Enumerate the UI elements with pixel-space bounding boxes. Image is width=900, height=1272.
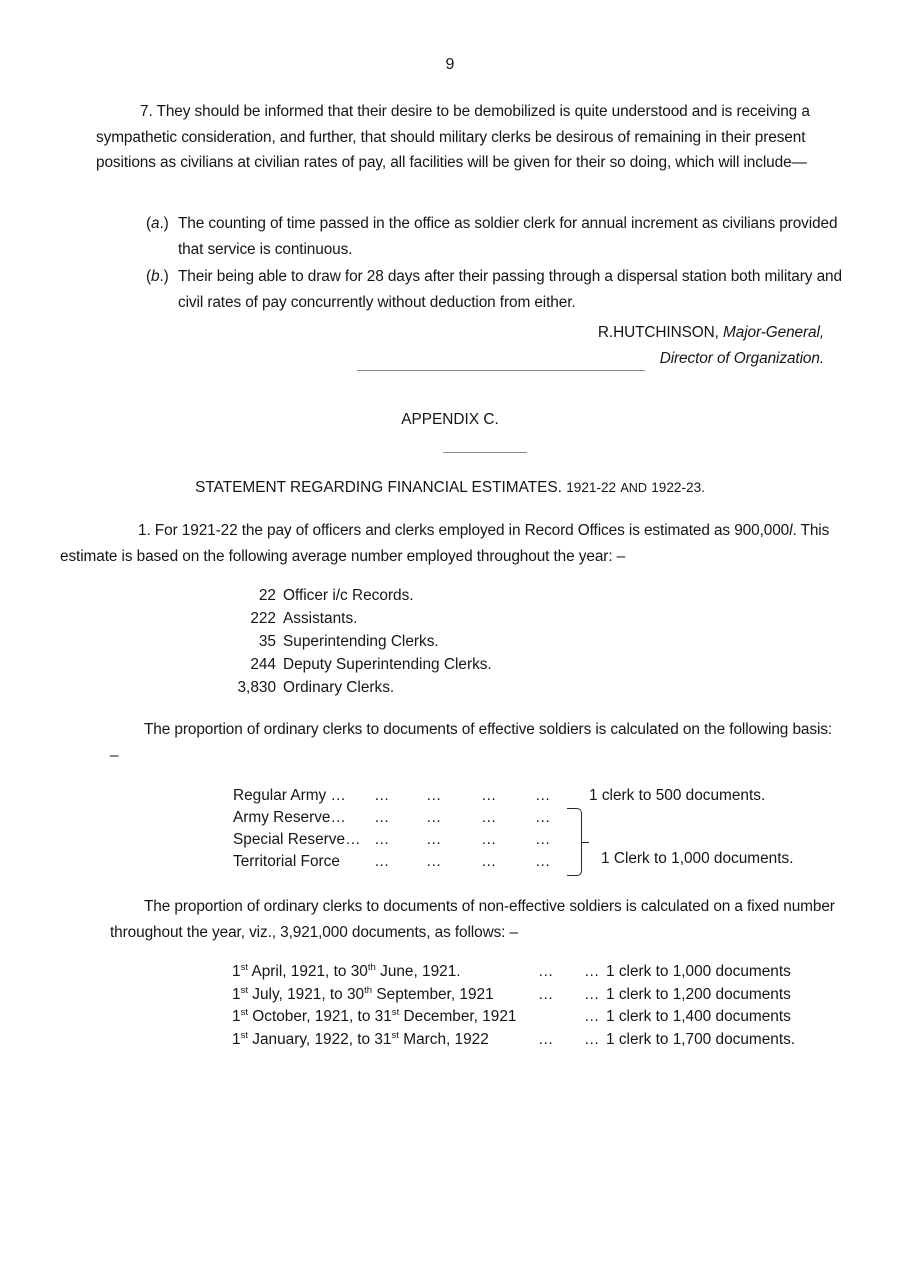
- list-item: [146, 264, 846, 315]
- table-row: [232, 1029, 852, 1052]
- marker-letter: a: [151, 215, 160, 232]
- lettered-sub-list: [146, 211, 846, 315]
- list-item-marker: [146, 264, 178, 315]
- leader-dots: …: [584, 985, 600, 1003]
- end-ordinal-suffix: th: [367, 961, 376, 973]
- start-day-number: 1: [232, 1030, 241, 1048]
- count-label: Ordinary Clerks.: [283, 679, 395, 696]
- list-item-marker: [146, 211, 178, 262]
- row-value: 1 clerk to 1,200 documents: [606, 985, 791, 1003]
- row-label: Territorial Force: [233, 853, 340, 870]
- statement-heading: [0, 479, 900, 497]
- start-ordinal-suffix: st: [240, 1029, 249, 1041]
- leader-dots: …: [481, 853, 497, 870]
- leader-dots: …: [374, 809, 390, 826]
- table-row: [232, 984, 852, 1007]
- effective-soldiers-paragraph: The proportion of ordinary clerks to documents of effective soldiers is calculated on the following basis: –: [110, 721, 833, 764]
- end-date-rest: September, 1921: [372, 985, 494, 1003]
- signature-block: [0, 320, 824, 371]
- row-label: [232, 1029, 489, 1052]
- row-label: [232, 961, 461, 984]
- leader-dots: …: [481, 809, 497, 826]
- list-item-text: The counting of time passed in the office as soldier clerk for annual increment as civilians provided that service is continuous.: [178, 215, 838, 258]
- count-number: 22: [258, 587, 276, 604]
- marker-close-paren: .): [159, 268, 169, 285]
- table-row: [232, 961, 852, 984]
- list-item: [232, 607, 492, 630]
- list-item: [232, 653, 492, 676]
- leader-dots: …: [374, 787, 390, 804]
- leader-dots: …: [538, 1030, 554, 1048]
- leader-dots: …: [374, 831, 390, 848]
- start-date-rest: July, 1921, to 30: [248, 985, 365, 1003]
- leader-dots: …: [481, 831, 497, 848]
- statement-title: STATEMENT REGARDING FINANCIAL ESTIMATES.: [195, 479, 562, 496]
- leader-dots: …: [481, 787, 497, 804]
- staff-counts-list: [232, 584, 492, 699]
- start-date-rest: April, 1921, to 30: [248, 963, 368, 980]
- row-label: Army Reserve…: [233, 809, 346, 826]
- leader-dots: …: [426, 809, 442, 826]
- leader-dots: …: [535, 787, 551, 804]
- statement-year-second: 1922-23.: [651, 480, 705, 495]
- paragraph-1-part1: 1. For 1921-22 the pay of officers and clerks employed in Record Offices is estimated as 900,000: [138, 522, 790, 539]
- leader-dots: …: [426, 853, 442, 870]
- leader-dots: …: [374, 853, 390, 870]
- statement-year-first: 1921-22: [566, 480, 617, 495]
- end-ordinal-suffix: st: [391, 1006, 400, 1018]
- signatory-name: R.HUTCHINSON,: [597, 324, 719, 341]
- count-label: Deputy Superintending Clerks.: [283, 656, 492, 673]
- page-number: 9: [445, 56, 455, 73]
- marker-letter: b: [151, 268, 160, 285]
- count-number: 3,830: [237, 679, 276, 696]
- row-value: 1 clerk to 1,000 documents: [606, 963, 791, 980]
- row-label: Special Reserve…: [233, 831, 361, 848]
- leader-dots: …: [538, 985, 554, 1003]
- start-ordinal-suffix: st: [240, 1006, 249, 1018]
- marker-open-paren: (: [146, 215, 152, 232]
- start-ordinal-suffix: st: [240, 961, 249, 973]
- start-date-rest: October, 1921, to 31: [248, 1008, 392, 1025]
- marker-open-paren: (: [146, 268, 152, 285]
- row-value: 1 clerk to 500 documents.: [589, 787, 766, 804]
- leader-dots: …: [426, 831, 442, 848]
- leader-dots: …: [426, 787, 442, 804]
- leader-dots: …: [535, 853, 551, 870]
- table-row: [233, 785, 843, 807]
- signatory-rank: Major-General,: [723, 324, 824, 341]
- start-day-number: 1: [232, 963, 241, 980]
- count-label: Officer i/c Records.: [283, 587, 414, 604]
- end-date-rest: June, 1921.: [375, 963, 461, 980]
- paragraph-7: 7. They should be informed that their desire to be demobilized is quite understood and is receiving a sympathetic consideration, and further, that should military clerks be desirous of remaining in their present positions as civilians at civilian rates of pay, all facilities will be given for their so doing, which will include—: [96, 103, 810, 171]
- leader-dots: …: [538, 963, 554, 980]
- table-row: [233, 851, 843, 873]
- count-number: 35: [258, 633, 276, 650]
- start-day-number: 1: [232, 985, 241, 1003]
- count-label: Assistants.: [283, 610, 358, 627]
- start-ordinal-suffix: st: [240, 984, 249, 996]
- row-value: 1 clerk to 1,400 documents: [606, 1008, 791, 1025]
- effective-ratio-table: [233, 785, 843, 873]
- marker-close-paren: .): [159, 215, 169, 232]
- leader-dots: …: [584, 963, 600, 980]
- leader-dots: …: [584, 1030, 600, 1048]
- end-date-rest: December, 1921: [399, 1008, 517, 1025]
- list-item: [232, 630, 492, 653]
- leader-dots: …: [535, 809, 551, 826]
- list-item-text: Their being able to draw for 28 days after their passing through a dispersal station both military and civil rates of pay concurrently without deduction from either.: [178, 268, 842, 311]
- leader-dots: …: [584, 1008, 600, 1025]
- horizontal-rule-long: [357, 370, 645, 371]
- signatory-title-line: [0, 346, 824, 372]
- table-row: [232, 1006, 852, 1029]
- grouped-row-value: 1 Clerk to 1,000 documents.: [601, 850, 794, 867]
- statement-conjunction: AND: [620, 481, 647, 495]
- currency-pound-symbol: l: [789, 522, 793, 539]
- start-date-rest: January, 1922, to 31: [248, 1030, 392, 1048]
- signatory-title: Director of Organization.: [659, 349, 824, 367]
- list-item: [146, 211, 846, 262]
- paragraph-1-part2: . This estimate is based on the following average number employed throughout the year: –: [60, 522, 830, 565]
- appendix-heading: APPENDIX C.: [401, 411, 499, 428]
- count-number: 244: [250, 656, 276, 673]
- count-number: 222: [250, 610, 276, 627]
- end-ordinal-suffix: th: [364, 984, 373, 996]
- table-row: [233, 829, 843, 851]
- horizontal-rule-short: [443, 452, 527, 453]
- end-date-rest: March, 1922: [398, 1030, 489, 1048]
- row-value: 1 clerk to 1,700 documents.: [606, 1030, 796, 1048]
- row-label: [232, 1006, 516, 1029]
- date-ratio-table: [232, 961, 852, 1051]
- list-item: [232, 676, 492, 699]
- end-ordinal-suffix: st: [391, 1029, 399, 1041]
- start-day-number: 1: [232, 1008, 241, 1025]
- leader-dots: …: [535, 831, 551, 848]
- paragraph-1: [60, 518, 842, 569]
- list-item: [232, 584, 492, 607]
- row-label: [232, 984, 494, 1007]
- non-effective-soldiers-paragraph: The proportion of ordinary clerks to documents of non-effective soldiers is calculated on a fixed number throughout the year, viz., 3,921,000 documents, as follows: –: [110, 898, 835, 941]
- row-label: Regular Army …: [233, 787, 346, 804]
- count-label: Superintending Clerks.: [283, 633, 439, 650]
